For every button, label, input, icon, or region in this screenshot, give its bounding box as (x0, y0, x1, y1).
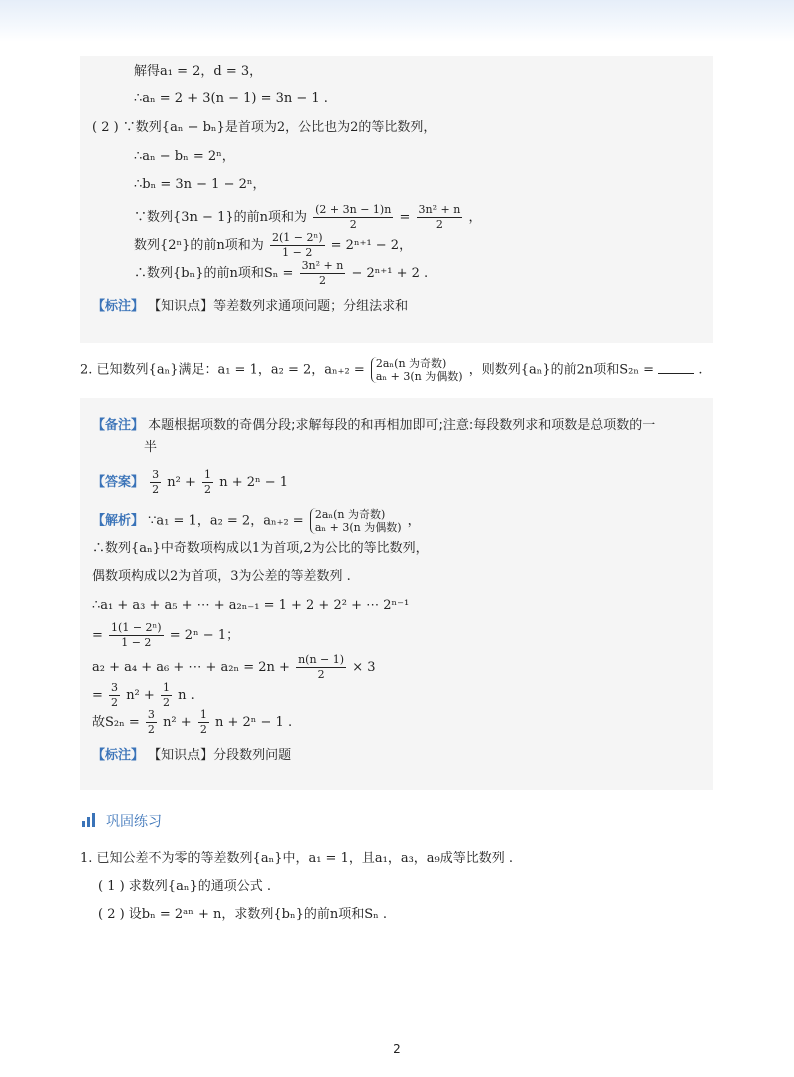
tag-text: 【知识点】等差数列求通项问题；分组法求和 (148, 299, 409, 314)
remark-line (92, 416, 655, 436)
numerator: 2(1 − 2ⁿ) (271, 231, 323, 244)
tag-line (92, 746, 291, 766)
numerator: 3 (147, 708, 155, 721)
answer-label: 【答案】 (92, 475, 145, 490)
analysis-text (92, 681, 195, 710)
denominator: 1 − 2 (282, 246, 313, 259)
solution-line: ∴aₙ = 2 + 3(n − 1) = 3n − 1 . (134, 91, 328, 106)
question-number: 2. (80, 362, 93, 378)
numerator: 1 (162, 681, 170, 694)
numerator: 3 (111, 681, 119, 694)
fraction (270, 231, 325, 260)
numerator: 1(1 − 2ⁿ) (111, 621, 162, 634)
text: ， (468, 210, 482, 225)
text: = (399, 210, 411, 225)
numerator: 3n² + n (301, 259, 344, 272)
denominator: 2 (204, 483, 212, 496)
denominator: 2 (162, 696, 170, 709)
solution-line (134, 203, 481, 232)
solution-line: 解得a₁ = 2，d = 3， (134, 64, 263, 79)
text: × 3 (352, 660, 376, 675)
analysis-text: ∴a₁ + a₃ + a₅ + ⋯ + a₂ₙ₋₁ = 1 + 2 + 2² + ⋯ 2ⁿ⁻¹ (92, 598, 410, 613)
answer-line (92, 468, 288, 497)
text: . (698, 362, 703, 378)
text: n² + (163, 715, 192, 730)
remark-line-2: 半 (144, 440, 158, 455)
case: aₙ + 3(n 为偶数) (314, 521, 402, 534)
fraction (146, 708, 157, 737)
fraction (300, 259, 346, 288)
practice-part-2: ( 2 ) 设bₙ = 2ᵃⁿ + n，求数列{bₙ}的前n项和Sₙ . (98, 907, 388, 922)
solution-line: ∴aₙ − bₙ = 2ⁿ， (134, 149, 235, 164)
text: n² + (126, 688, 155, 703)
text: 已知数列{aₙ}满足：a₁ = 1，a₂ = 2，aₙ₊₂ = (96, 362, 365, 378)
numerator: 1 (199, 708, 207, 721)
text: n + 2ⁿ − 1 . (214, 715, 293, 730)
fraction (161, 681, 172, 710)
numerator: (2 + 3n − 1)n (315, 203, 392, 216)
numerator: 1 (204, 468, 212, 481)
solution-line (134, 259, 428, 288)
analysis-text (92, 708, 292, 737)
denominator: 2 (317, 668, 325, 681)
tag-line (92, 297, 408, 317)
case: 2aₙ(n 为奇数) (314, 508, 386, 521)
tag-text: 【知识点】分段数列问题 (148, 748, 292, 763)
fraction (109, 681, 120, 710)
section-title: 巩固练习 (106, 814, 162, 830)
text: n + 2ⁿ − 1 (219, 475, 289, 490)
text: ，则数列{aₙ}的前2n项和S₂ₙ = (468, 362, 655, 378)
denominator: 1 − 2 (121, 636, 152, 649)
text: n . (178, 688, 195, 703)
analysis-text: ∴数列{aₙ}中奇数项构成以1为首项,2为公比的等比数列， (92, 541, 429, 556)
header-band (0, 0, 794, 42)
practice-question-1 (80, 849, 513, 869)
solution-line: ( 2 ) ∵数列{aₙ − bₙ}是首项为2，公比也为2的等比数列， (92, 120, 437, 135)
numerator: n(n − 1) (298, 653, 345, 666)
text: 数列{2ⁿ}的前n项和为 (134, 238, 264, 253)
denominator: 2 (111, 696, 119, 709)
text: − 2ⁿ⁺¹ + 2 . (351, 266, 429, 281)
text: = (92, 688, 103, 703)
fraction (417, 203, 463, 232)
text: 已知公差不为零的等差数列{aₙ}中，a₁ = 1，且a₁，a₃，a₉成等比数列 . (96, 851, 514, 866)
fraction (296, 653, 346, 682)
text: = (92, 628, 103, 643)
remark-label: 【备注】 (92, 418, 145, 433)
analysis-text (92, 621, 239, 650)
numerator: 3 (152, 468, 160, 481)
piecewise-brace (371, 357, 463, 383)
text: 故S₂ₙ = (92, 715, 140, 730)
tag-label: 【标注】 (92, 299, 145, 314)
case: aₙ + 3(n 为偶数) (375, 370, 463, 383)
denominator: 2 (349, 218, 357, 231)
practice-part-1: ( 1 ) 求数列{aₙ}的通项公式 . (98, 879, 271, 894)
denominator: 2 (152, 483, 160, 496)
analysis-line (92, 508, 421, 534)
text: = 2ⁿ − 1； (169, 628, 240, 643)
denominator: 2 (147, 723, 155, 736)
solution-line: ∴bₙ = 3n − 1 − 2ⁿ， (134, 177, 266, 192)
analysis-label: 【解析】 (92, 513, 145, 529)
text: ∵a₁ = 1，a₂ = 2，aₙ₊₂ = (148, 513, 304, 529)
fraction (109, 621, 164, 650)
fraction (150, 468, 161, 497)
text: = 2ⁿ⁺¹ − 2， (330, 238, 413, 253)
text: ∴数列{bₙ}的前n项和Sₙ = (134, 266, 294, 281)
analysis-text: 偶数项构成以2为首项，3为公差的等差数列 . (92, 569, 351, 584)
fraction (313, 203, 393, 232)
numerator: 3n² + n (418, 203, 461, 216)
page-number: 2 (393, 1042, 401, 1056)
text: ∵数列{3n − 1}的前n项和为 (134, 210, 307, 225)
piecewise-brace (310, 508, 402, 534)
answer-blank (658, 361, 694, 374)
bar-chart-icon (82, 813, 98, 827)
fraction (198, 708, 209, 737)
solution-line (134, 231, 412, 260)
analysis-text (92, 653, 375, 682)
text: ， (407, 513, 421, 529)
denominator: 2 (435, 218, 443, 231)
denominator: 2 (199, 723, 207, 736)
question-number: 1. (80, 851, 93, 866)
text: a₂ + a₄ + a₆ + ⋯ + a₂ₙ = 2n + (92, 660, 290, 675)
denominator: 2 (318, 274, 326, 287)
case: 2aₙ(n 为奇数) (375, 357, 447, 370)
question-2 (80, 357, 702, 383)
tag-label: 【标注】 (92, 748, 145, 763)
fraction (202, 468, 213, 497)
text: n² + (167, 475, 196, 490)
remark-text: 本题根据项数的奇偶分段;求解每段的和再相加即可;注意:每段数列求和项数是总项数的一 (148, 418, 656, 433)
